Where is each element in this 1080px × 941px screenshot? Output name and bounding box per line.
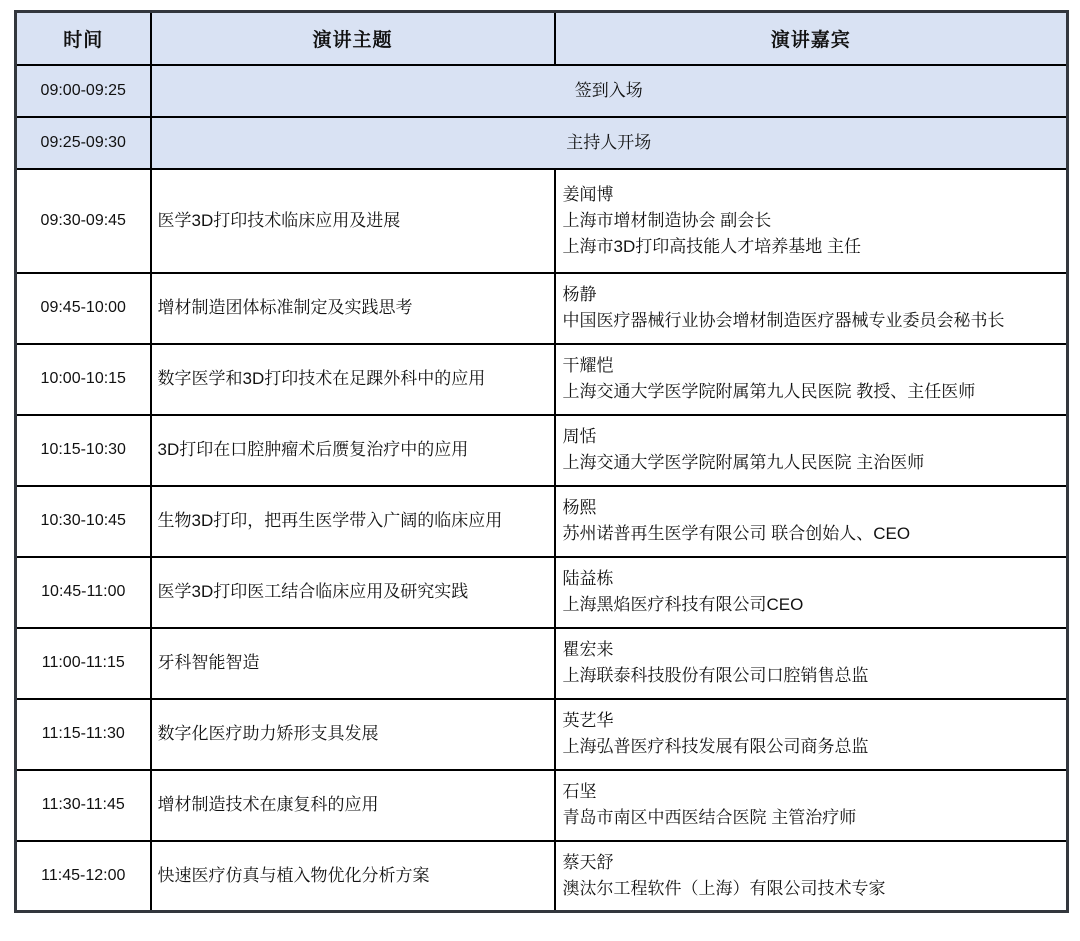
time-cell: 09:00-09:25 <box>16 65 151 117</box>
header-time: 时间 <box>16 12 151 65</box>
guest-name: 周恬 <box>562 427 597 446</box>
table-row <box>16 65 1068 117</box>
guest-title-line: 青岛市南区中西医结合医院 主管治疗师 <box>562 808 857 827</box>
topic-cell: 生物3D打印，把再生医学带入广阔的临床应用 <box>151 486 555 557</box>
table-row <box>16 344 1068 415</box>
time-cell: 10:45-11:00 <box>16 557 151 628</box>
guest-name: 石坚 <box>562 782 597 801</box>
guest-title-line: 上海弘普医疗科技发展有限公司商务总监 <box>562 737 869 756</box>
guest-cell <box>555 486 1068 557</box>
table-row <box>16 699 1068 770</box>
guest-cell <box>555 169 1068 273</box>
time-cell: 11:45-12:00 <box>16 841 151 912</box>
agenda-table-header <box>16 12 1068 65</box>
guest-title-line: 上海联泰科技股份有限公司口腔销售总监 <box>562 666 869 685</box>
guest-title-line: 中国医疗器械行业协会增材制造医疗器械专业委员会秘书长 <box>562 311 1005 330</box>
topic-cell: 医学3D打印技术临床应用及进展 <box>151 169 555 273</box>
guest-name: 姜闻博 <box>562 184 614 204</box>
time-cell: 10:00-10:15 <box>16 344 151 415</box>
guest-name: 杨熙 <box>562 498 597 517</box>
guest-title-line: 苏州诺普再生医学有限公司 联合创始人、CEO <box>562 524 911 543</box>
guest-cell <box>555 273 1068 344</box>
topic-cell: 3D打印在口腔肿瘤术后赝复治疗中的应用 <box>151 415 555 486</box>
guest-name: 陆益栋 <box>562 569 614 588</box>
agenda-table <box>14 10 1069 913</box>
header-topic: 演讲主题 <box>151 12 555 65</box>
time-cell: 11:15-11:30 <box>16 699 151 770</box>
topic-cell: 数字化医疗助力矫形支具发展 <box>151 699 555 770</box>
topic-cell: 数字医学和3D打印技术在足踝外科中的应用 <box>151 344 555 415</box>
merged-activity-cell: 签到入场 <box>151 65 1068 117</box>
time-cell: 11:00-11:15 <box>16 628 151 699</box>
merged-activity-cell: 主持人开场 <box>151 117 1068 169</box>
topic-cell: 快速医疗仿真与植入物优化分析方案 <box>151 841 555 912</box>
time-cell: 10:30-10:45 <box>16 486 151 557</box>
guest-name: 干耀恺 <box>562 356 614 375</box>
time-cell: 09:25-09:30 <box>16 117 151 169</box>
topic-cell: 增材制造技术在康复科的应用 <box>151 770 555 841</box>
table-row <box>16 273 1068 344</box>
guest-cell <box>555 344 1068 415</box>
guest-title-line: 澳汰尔工程软件（上海）有限公司技术专家 <box>562 878 886 898</box>
time-cell: 10:15-10:30 <box>16 415 151 486</box>
guest-cell <box>555 770 1068 841</box>
topic-cell: 牙科智能智造 <box>151 628 555 699</box>
guest-title-line: 上海交通大学医学院附属第九人民医院 主治医师 <box>562 453 925 472</box>
agenda-table-body <box>16 65 1068 912</box>
guest-title-line: 上海黑焰医疗科技有限公司CEO <box>562 595 804 614</box>
time-cell: 09:45-10:00 <box>16 273 151 344</box>
table-row <box>16 415 1068 486</box>
guest-cell <box>555 841 1068 912</box>
time-cell: 11:30-11:45 <box>16 770 151 841</box>
guest-title-line: 上海市3D打印高技能人才培养基地 主任 <box>562 236 861 256</box>
guest-cell <box>555 699 1068 770</box>
guest-name: 英艺华 <box>562 711 614 730</box>
guest-name: 杨静 <box>562 285 597 304</box>
time-cell: 09:30-09:45 <box>16 169 151 273</box>
table-row <box>16 169 1068 273</box>
guest-cell <box>555 415 1068 486</box>
guest-name: 瞿宏来 <box>562 640 614 659</box>
guest-title-line: 上海交通大学医学院附属第九人民医院 教授、主任医师 <box>562 382 976 401</box>
table-row <box>16 557 1068 628</box>
header-guest: 演讲嘉宾 <box>555 12 1068 65</box>
table-row <box>16 117 1068 169</box>
table-row <box>16 486 1068 557</box>
table-row <box>16 770 1068 841</box>
guest-cell <box>555 628 1068 699</box>
table-row <box>16 841 1068 912</box>
guest-cell <box>555 557 1068 628</box>
topic-cell: 增材制造团体标准制定及实践思考 <box>151 273 555 344</box>
topic-cell: 医学3D打印医工结合临床应用及研究实践 <box>151 557 555 628</box>
guest-title-line: 上海市增材制造协会 副会长 <box>562 210 772 230</box>
header-row <box>16 12 1068 65</box>
table-row <box>16 628 1068 699</box>
guest-name: 蔡天舒 <box>562 852 614 872</box>
